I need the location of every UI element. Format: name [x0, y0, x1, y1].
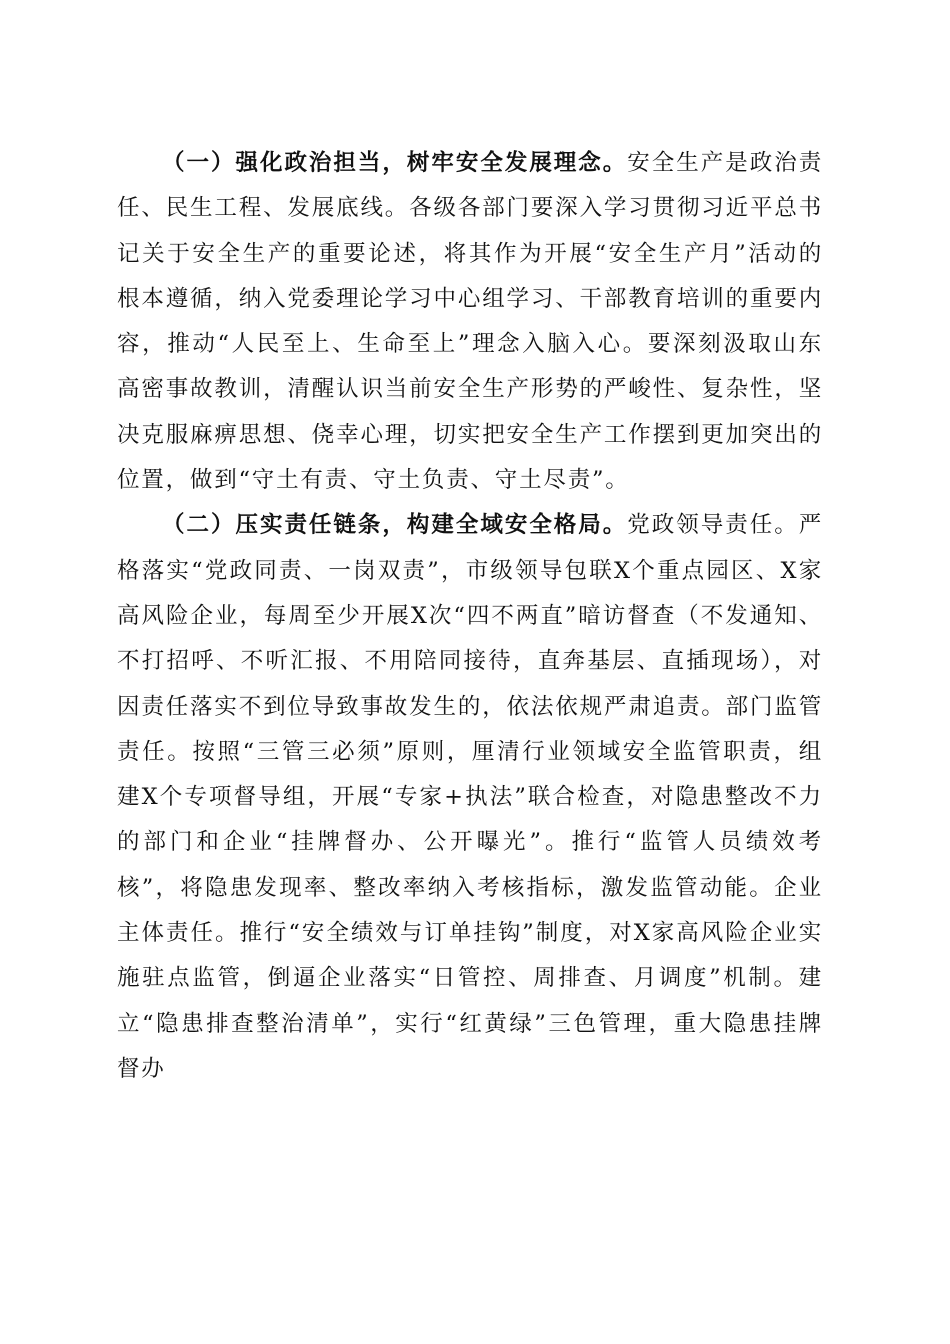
paragraph-1-heading: （一）强化政治担当，树牢安全发展理念。	[162, 150, 628, 176]
paragraph-2	[117, 503, 823, 1092]
paragraph-1	[117, 141, 823, 503]
paragraph-2-heading: （二）压实责任链条，构建全域安全格局。	[162, 512, 628, 539]
paragraph-1-body: 安全生产是政治责任、民生工程、发展底线。各级各部门要深入学习贯彻习近平总书记关于安全生产的重要论述，将其作为开展“安全生产月”活动的根本遵循，纳入党委理论学习中心组学习、干部教育培训的重要内容，推动“人民至上、生命至上”理念入脑入心。要深刻汲取山东高密事故教训，清醒认识当前安全生产形势的严峻性、复杂性，坚决克服麻痹思想、侥幸心理，切实把安全生产工作摆到更加突出的位置，做到“守土有责、守土负责、守土尽责”。	[117, 150, 823, 494]
document-body	[117, 141, 823, 1092]
paragraph-2-body: 党政领导责任。严格落实“党政同责、一岗双责”，市级领导包联X个重点园区、X家高风险企业，每周至少开展X次“四不两直”暗访督查（不发通知、不打招呼、不听汇报、不用陪同接待，直奔基层、直插现场），对因责任落实不到位导致事故发生的，依法依规严肃追责。部门监管责任。按照“三管三必须”原则，厘清行业领域安全监管职责，组建X个专项督导组，开展“专家+执法”联合检查，对隐患整改不力的部门和企业“挂牌督办、公开曝光”。推行“监管人员绩效考核”，将隐患发现率、整改率纳入考核指标，激发监管动能。企业主体责任。推行“安全绩效与订单挂钩”制度，对X家高风险企业实施驻点监管，倒逼企业落实“日管控、周排查、月调度”机制。建立“隐患排查整治清单”，实行“红黄绿”三色管理，重大隐患挂牌督办	[117, 512, 823, 1082]
